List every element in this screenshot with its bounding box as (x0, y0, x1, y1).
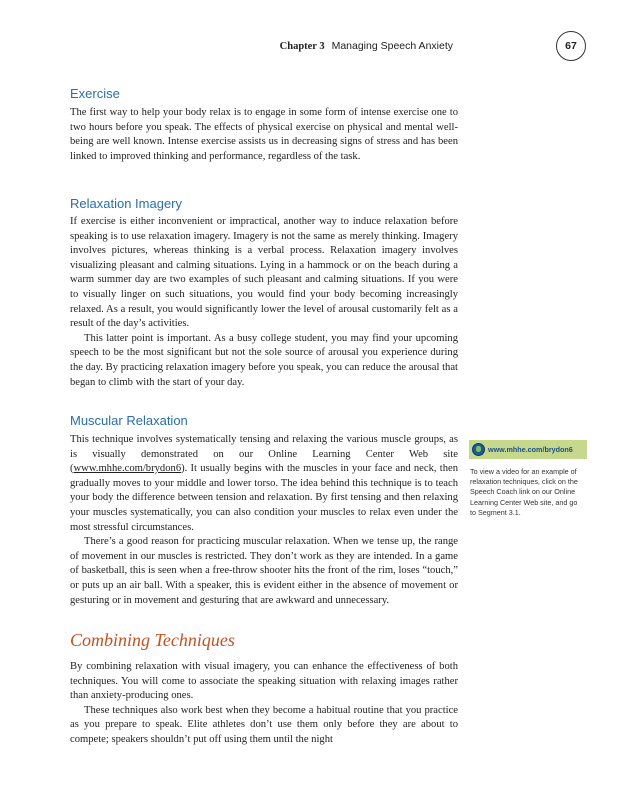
paragraph-text: This technique involves systematically tensing and relaxing the various muscle groups, as is visually demonstrated on our Online Learning Center Web site ( (70, 434, 458, 475)
margin-note-box (469, 440, 587, 518)
paragraph: If exercise is either inconvenient or impractical, another way to induce relaxation before speaking is to use relaxation imagery. Imagery is not the same as merely thinking. Imagery involves pictures, whereas thinking is a verbal process. Relaxation imagery involves visualizing pleasant and calming situations. Lying in a hammock or on the beach during a warm summer day are two examples of such pleasant and calming situations. If you were to visually linger on such situations, you would find your body becoming increasingly relaxed. As a result, you would significantly lower the level of arousal customarily felt as a result of the day’s activities. (70, 216, 458, 330)
section-heading-exercise: Exercise (70, 86, 120, 101)
page-number: 67 (556, 31, 586, 61)
paragraph (70, 433, 458, 535)
margin-note-text: To view a video for an example of relaxation techniques, click on the Speech Coach link on our Online Learning Center Web site, and go to Segment 3.1. (470, 467, 578, 517)
section-combining-techniques (70, 630, 458, 748)
paragraph-text: ). It usually begins with the muscles in your face and neck, then gradually moves to your middle and lower torso. The idea behind this technique is to teach your body the difference between tension and relaxation. By first tensing and then relaxing your muscles systematically, you can also condition your muscles to relax even under the most stressful circumstances. (70, 463, 458, 533)
paragraph: These techniques also work best when they become a habitual routine that you practice as you prepare to speak. Elite athletes don’t use them only before they are about to compete; speakers shouldn’t put off using them until the night (70, 704, 458, 745)
section-muscular-relaxation (70, 413, 458, 608)
section-exercise (70, 86, 458, 164)
running-head (280, 40, 453, 52)
paragraph: This latter point is important. As a busy college student, you may find your upcoming speech to be the most significant but not the sole source of arousal you experience during the day. By practicing relaxation imagery before you speak, you can reduce the arousal that began to climb with the start of your day. (70, 332, 458, 388)
chapter-label: Chapter 3 (279, 41, 325, 52)
major-heading-combining-techniques: Combining Techniques (70, 630, 235, 650)
section-heading-muscular-relaxation: Muscular Relaxation (70, 413, 188, 428)
website-link[interactable]: www.mhhe.com/brydon6 (73, 463, 182, 475)
section-relaxation-imagery (70, 196, 458, 390)
section-heading-relaxation-imagery: Relaxation Imagery (70, 196, 182, 211)
chapter-title: Managing Speech Anxiety (331, 40, 453, 52)
margin-url-bar[interactable] (469, 440, 587, 459)
paragraph: The first way to help your body relax is to engage in some form of intense exercise one to two hours before you speak. The effects of physical exercise on physical and mental well-being are well known. Intense exercise assists us in decreasing signs of stress and has been linked to improved thinking and performance, regardless of the task. (70, 107, 458, 162)
paragraph: By combining relaxation with visual imagery, you can enhance the effectiveness of both techniques. You will come to associate the speaking situation with relaxing images rather than anxiety-producing ones. (70, 661, 458, 702)
globe-icon (472, 443, 485, 456)
paragraph: There’s a good reason for practicing muscular relaxation. When we tense up, the range of movement in our muscles is restricted. They don’t work as they are intended. In a game of basketball, this is seen when a free-throw shooter hits the front of the rim, loses “touch,” or puts up an air ball. With a speaker, this is evident either in the absence of movement or gesturing or in movement and gesturing that are awkward and unnecessary. (70, 536, 458, 606)
margin-url[interactable]: www.mhhe.com/brydon6 (488, 445, 573, 454)
